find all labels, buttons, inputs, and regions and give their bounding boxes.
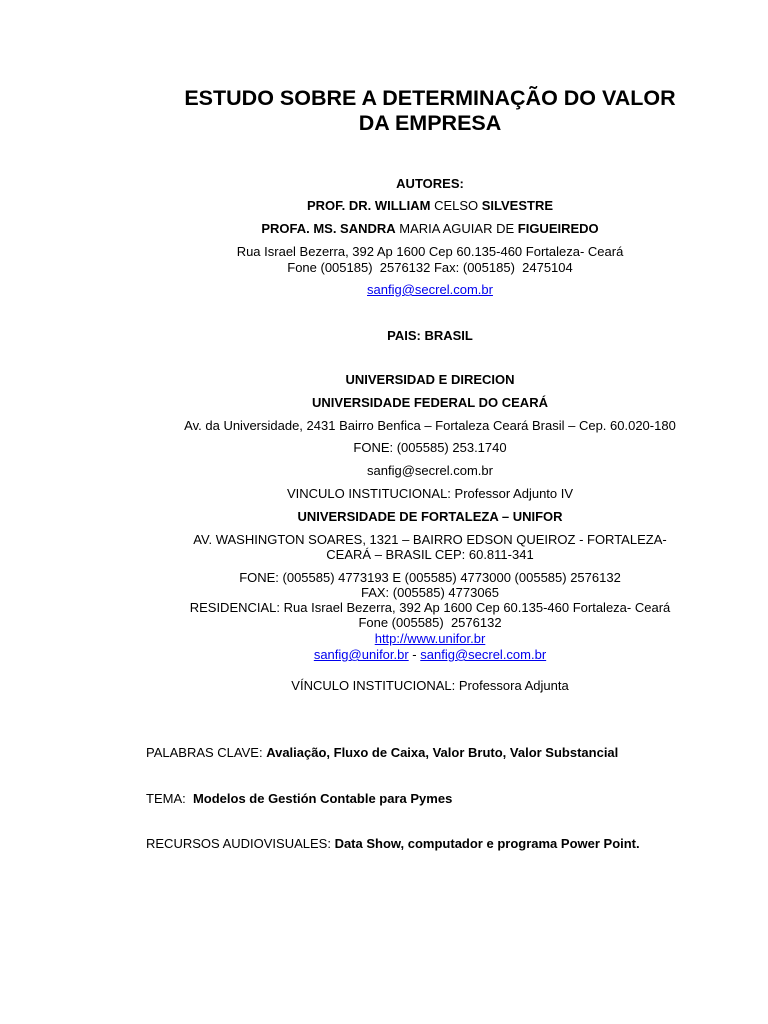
keywords-value: Avaliação, Fluxo de Caixa, Valor Bruto, Valor Substancial [266,745,619,760]
author-address-line-1: Rua Israel Bezerra, 392 Ap 1600 Cep 60.135-460 Fortaleza- Ceará [236,244,624,259]
author-email-container [120,282,740,297]
unifor-vinculo: VÍNCULO INSTITUCIONAL: Professora Adjunta [291,678,569,693]
ufc-phone: FONE: (005585) 253.1740 [353,440,507,455]
keywords [146,745,746,760]
unifor-residencial: RESIDENCIAL: Rua Israel Bezerra, 392 Ap 1600 Cep 60.135-460 Fortaleza- Ceará [189,600,671,615]
unifor-address-line-2: CEARÁ – BRASIL CEP: 60.811-341 [326,547,534,562]
author-1-last: SILVESTRE [481,198,554,213]
recursos-label: RECURSOS AUDIOVISUALES: [146,836,335,851]
keywords-label: PALABRAS CLAVE: [146,745,267,760]
tema [146,791,746,806]
author-1-middle: CELSO [430,198,482,213]
unifor-address-line-1: AV. WASHINGTON SOARES, 1321 – BAIRRO EDSON QUEIROZ - FORTALEZA- [193,532,667,547]
tema-label: TEMA: [146,791,193,806]
country: PAIS: BRASIL [387,328,473,343]
title-line-2: DA EMPRESA [358,111,502,135]
unifor-fax: FAX: (005585) 4773065 [360,585,500,600]
recursos-value: Data Show, computador e programa Power Point. [334,836,640,851]
unifor-email-1-link[interactable]: sanfig@unifor.br [313,647,409,662]
unifor-email-separator: - [408,647,421,662]
tema-value: Modelos de Gestión Contable para Pymes [192,791,453,806]
author-1-prefix: PROF. DR. WILLIAM [306,198,431,213]
unifor-name: UNIVERSIDADE DE FORTALEZA – UNIFOR [297,509,563,524]
author-2-middle: MARIA AGUIAR DE [395,221,518,236]
unifor-phone: FONE: (005585) 4773193 E (005585) 4773000 (005585) 2576132 [239,570,621,585]
author-2 [120,221,740,236]
author-email-link[interactable]: sanfig@secrel.com.br [367,282,493,297]
ufc-vinculo: VINCULO INSTITUCIONAL: Professor Adjunto IV [286,486,574,501]
title-line-1: ESTUDO SOBRE A DETERMINAÇÃO DO VALOR [184,86,676,110]
recursos [146,836,746,851]
ufc-name: UNIVERSIDADE FEDERAL DO CEARÁ [312,395,548,410]
unifor-email-2-link[interactable]: sanfig@secrel.com.br [420,647,547,662]
author-address-line-2: Fone (005185) 2576132 Fax: (005185) 2475104 [287,260,573,275]
unifor-website-link[interactable]: http://www.unifor.br [374,631,486,646]
ufc-email: sanfig@secrel.com.br [367,463,493,478]
authors-heading: AUTORES: [396,176,464,191]
author-2-last: FIGUEIREDO [517,221,599,236]
university-heading: UNIVERSIDAD E DIRECION [345,372,515,387]
author-1 [120,198,740,213]
author-2-prefix: PROFA. MS. SANDRA [261,221,396,236]
unifor-website-container [120,631,740,646]
unifor-residencial-phone: Fone (005585) 2576132 [358,615,502,630]
ufc-address: Av. da Universidade, 2431 Bairro Benfica – Fortaleza Ceará Brasil – Cep. 60.020-180 [184,418,676,433]
document-title [120,86,740,136]
unifor-emails [120,647,740,662]
